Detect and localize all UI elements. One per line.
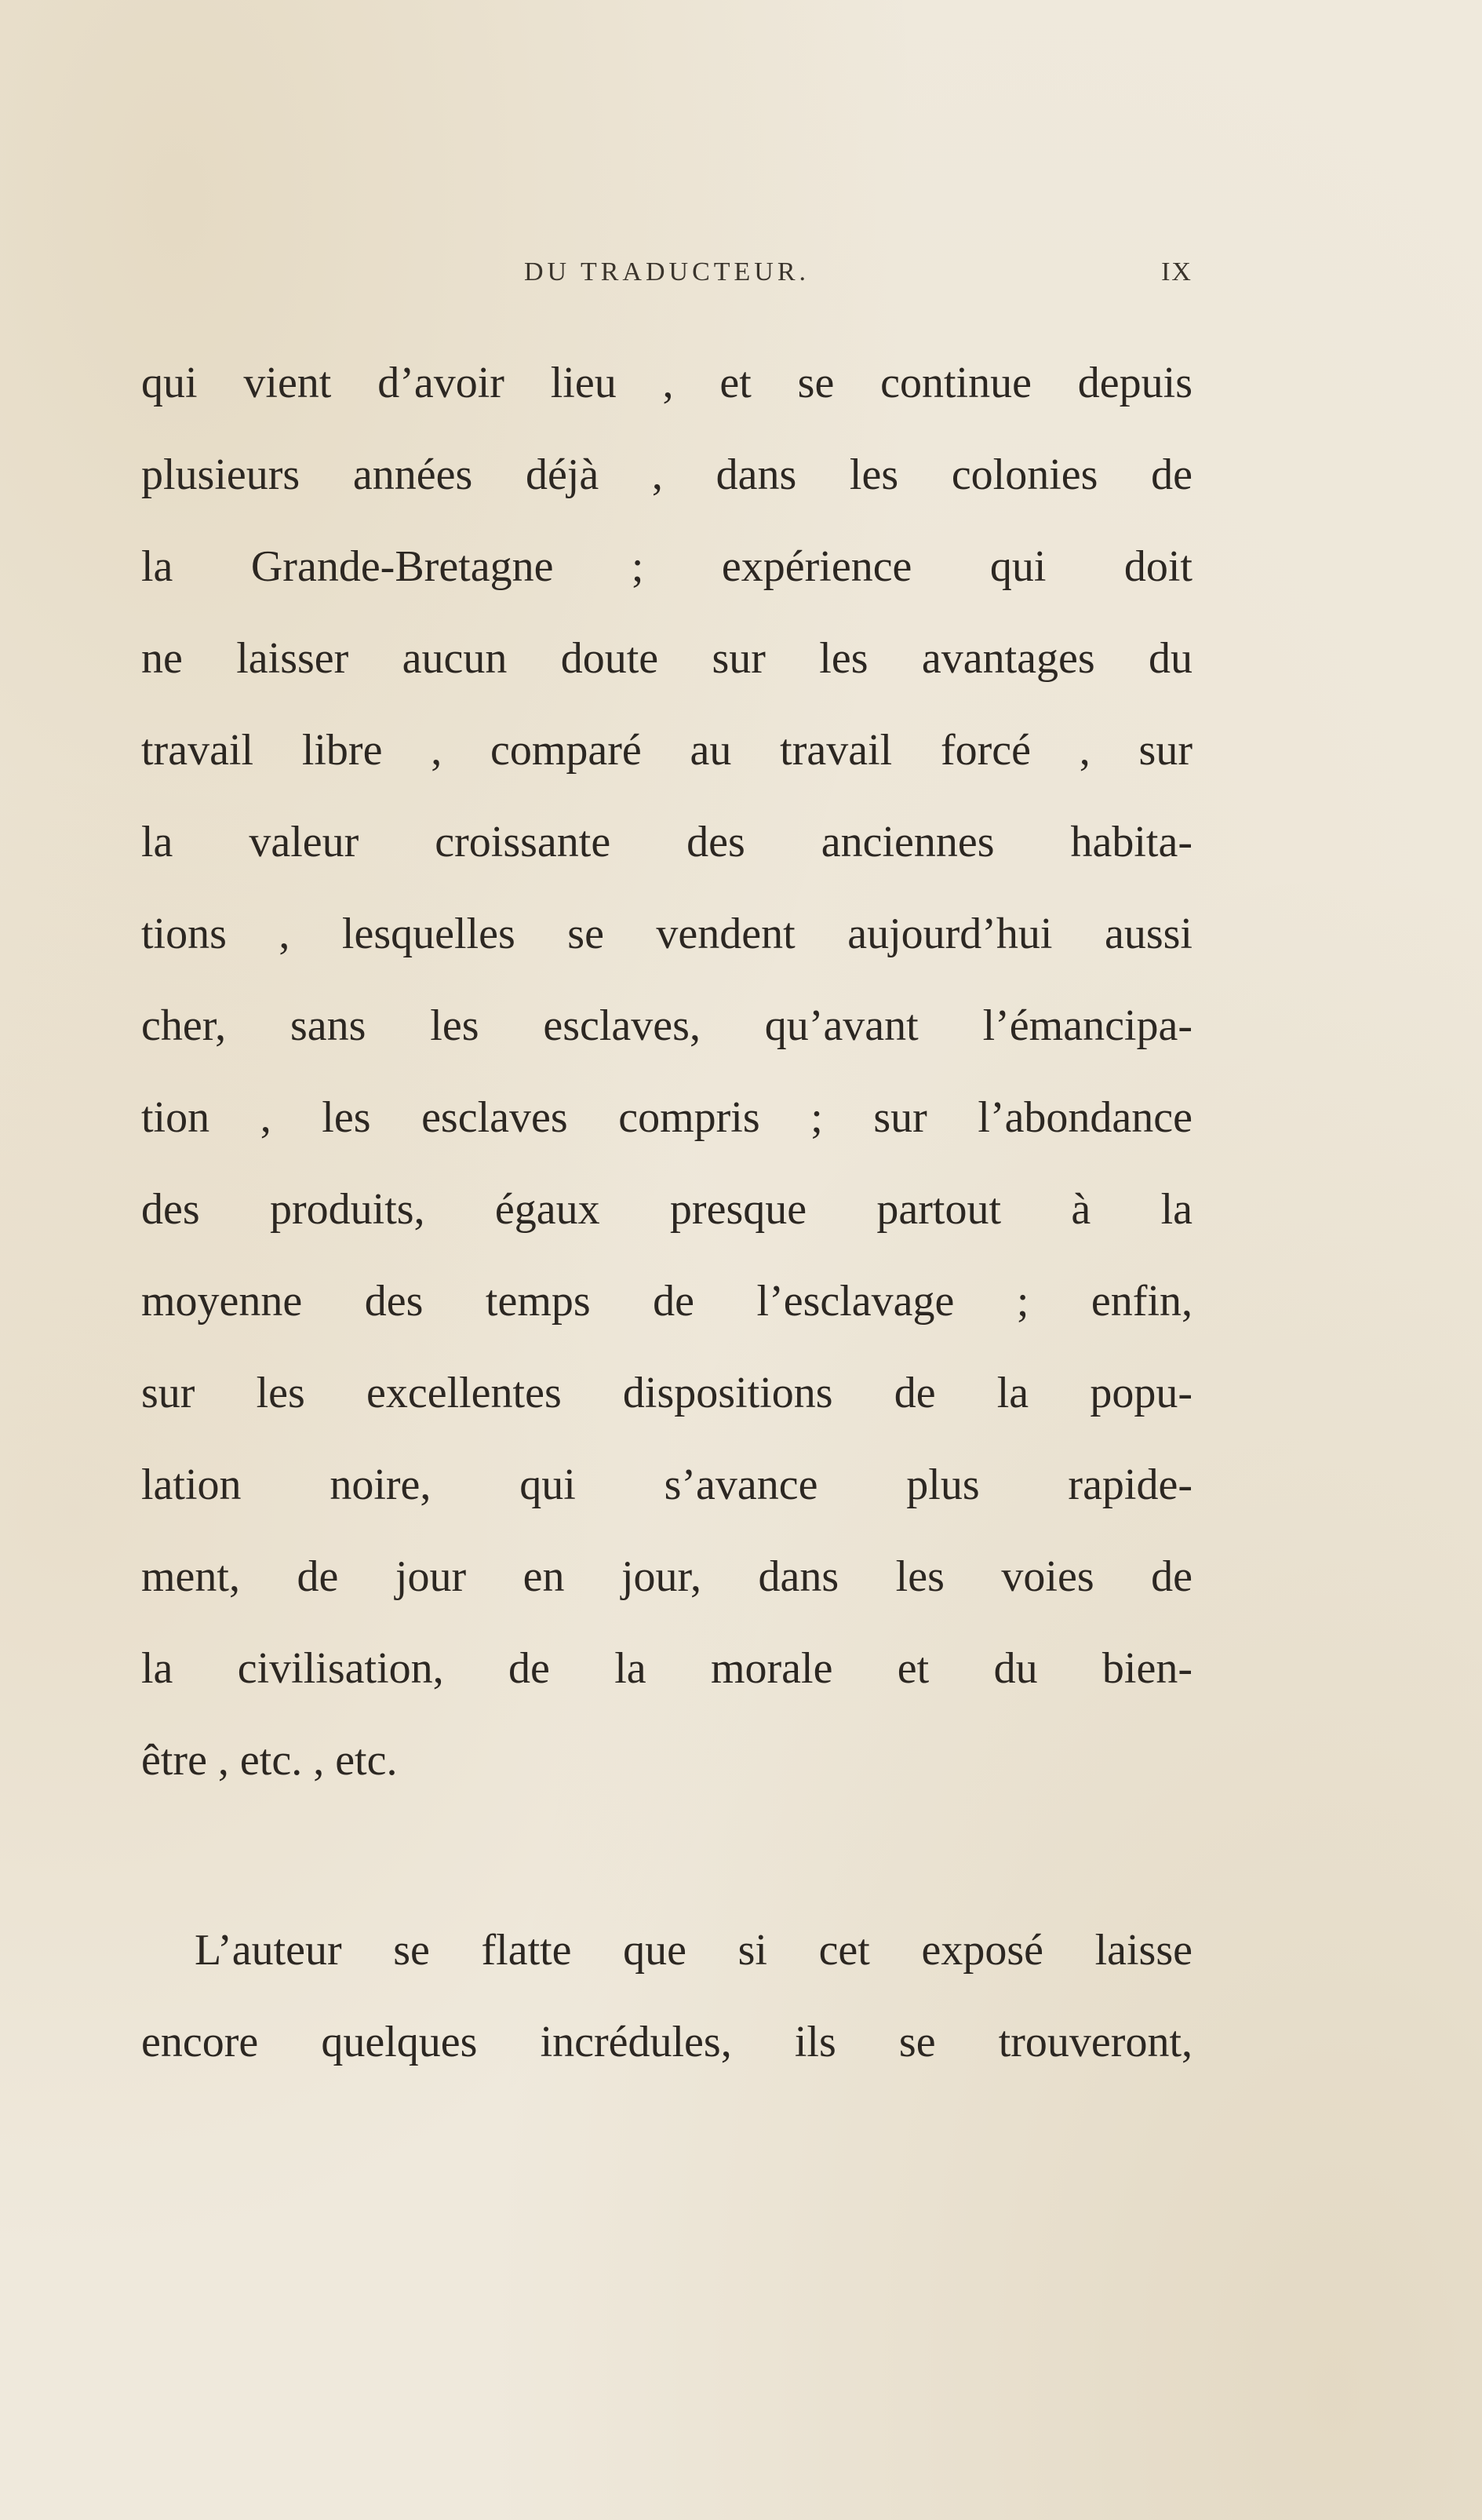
text-line: moyenne des temps de l’esclavage ; enfin, [141, 1277, 1193, 1326]
text-line: tion , les esclaves compris ; sur l’abondance [141, 1093, 1193, 1142]
paragraph-1 [141, 337, 1193, 1807]
text-line: être , etc. , etc. [141, 1736, 398, 1785]
paragraph-gap [141, 1807, 1193, 1905]
text-line: cher, sans les esclaves, qu’avant l’émancipa- [141, 1001, 1193, 1050]
text-line: encore quelques incrédules, ils se trouveront, [141, 2018, 1193, 2066]
text-line: des produits, égaux presque partout à la [141, 1185, 1193, 1234]
page-number: IX [1161, 257, 1193, 286]
running-title: DU TRADUCTEUR. [523, 257, 810, 286]
text-line: la Grande-Bretagne ; expérience qui doit [141, 542, 1193, 591]
text-line: la civilisation, de la morale et du bien- [141, 1644, 1193, 1693]
text-line: sur les excellentes dispositions de la popu- [141, 1369, 1193, 1417]
text-line: qui vient d’avoir lieu , et se continue depuis [141, 359, 1193, 407]
text-line: la valeur croissante des anciennes habita- [141, 818, 1193, 866]
text-line: ment, de jour en jour, dans les voies de [141, 1552, 1193, 1601]
running-head [141, 257, 1193, 305]
text-line: L’auteur se flatte que si cet exposé laisse [195, 1926, 1193, 1975]
text-line: plusieurs années déjà , dans les colonies de [141, 450, 1193, 499]
text-line: ne laisser aucun doute sur les avantages du [141, 634, 1193, 683]
text-line: lation noire, qui s’avance plus rapide- [141, 1461, 1193, 1509]
paragraph-2 [141, 1905, 1193, 2088]
text-line: travail libre , comparé au travail forcé , sur [141, 726, 1193, 775]
text-line: tions , lesquelles se vendent aujourd’hui aussi [141, 910, 1193, 958]
body-text [141, 337, 1193, 2088]
